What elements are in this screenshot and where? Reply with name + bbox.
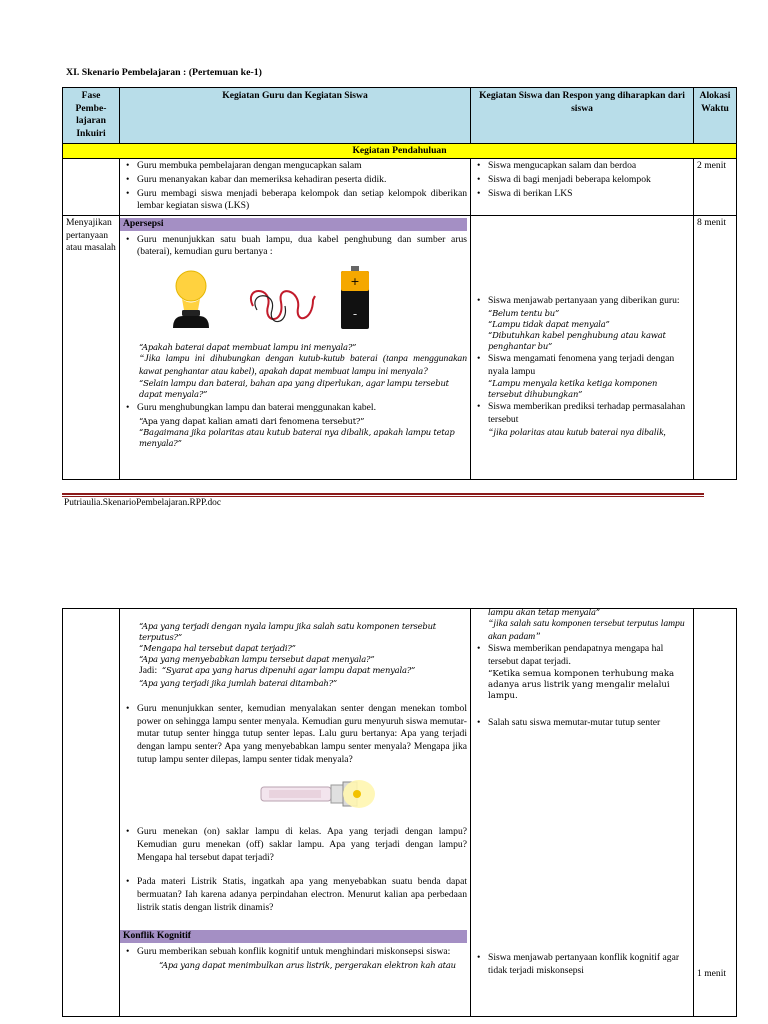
header-fase: Fase Pembe-lajaran Inkuiri [63, 88, 120, 144]
guru-cell [120, 609, 471, 1017]
pendahuluan-row [63, 143, 737, 159]
flashlight-icon [259, 777, 379, 811]
question-text: “Apa yang menyebabkan lampu tersebut dapat menyala?” [139, 654, 375, 665]
answer-text: “jika polaritas atau kutub baterai nya dibalik, [488, 426, 666, 438]
list-item: • Guru menghubungkan lampu dan baterai menggunakan kabel. [137, 402, 467, 415]
list-item: • Guru menanyakan kabar dan memeriksa kehadiran peserta didik. [137, 174, 467, 187]
question-text: “Jika lampu ini dihubungkan dengan kutub-kutub baterai (tanpa menggunakan kawat penghantar atau kabel), apakah dapat membuat lampu ini menyala? [139, 352, 467, 377]
cable-icon [251, 291, 315, 322]
question-text: “Apakah baterai dapat membuat lampu ini menyala?” [139, 341, 357, 352]
question-text: “Mengapa hal tersebut dapat terjadi?” [139, 643, 296, 654]
answer-text: “Ketika semua komponen terhubung maka adanya arus listrik yang mengalir melalui lampu. [488, 668, 675, 702]
konflik-kognitif-heading: Konflik Kognitif [120, 930, 467, 943]
pendahuluan-label: Kegiatan Pendahuluan [63, 143, 737, 159]
svg-text:+: + [350, 274, 360, 288]
question-text: “Selain lampu dan baterai, bahan apa yang diperlukan, agar lampu tersebut dapat menyala?” [139, 378, 449, 400]
components-illustration [123, 260, 467, 342]
question-text: “Apa yang dapat kalian amati dari fenomena tersebut?” [139, 416, 365, 427]
waktu-cell [694, 609, 737, 1017]
scenario-table-page2 [62, 608, 737, 1017]
list-item-text: Siswa menjawab pertanyaan yang diberikan guru: [488, 294, 680, 306]
list-item [488, 643, 690, 702]
answer-text: lampu akan tetap menyala” [488, 607, 600, 617]
fase-cell: Menyajikan pertanyaan atau masalah [63, 215, 120, 479]
question-text: “Apa yang terjadi dengan nyala lampu jika salah satu komponen tersebut terputus?” [139, 621, 436, 643]
list-item: • Guru menunjukkan satu buah lampu, dua kabel penghubung dan sumber arus (baterai), kemudian guru bertanya : [137, 234, 467, 259]
question-text [123, 665, 467, 678]
apersepsi-heading: Apersepsi [120, 218, 467, 231]
answer-text: “Lampu tidak dapat menyala” [488, 318, 610, 329]
guru-cell [120, 215, 471, 479]
siswa-cell [471, 159, 694, 216]
question-prefix: Jadi: [139, 665, 158, 677]
table-header-row [63, 88, 737, 144]
footer-rule [62, 493, 704, 495]
list-item-text: Siswa mengamati fenomena yang terjadi dengan nyala lampu [488, 352, 675, 377]
list-item: • Guru menunjukkan senter, kemudian menyalakan senter dengan menekan tombol power on sehingga lampu senter menyala. Kemudian guru menyuruh siswa memutar-mutar tutup senter hingga tutup senter lepas. Lalu guru bertanya: Apa yang terjadi dengan lampu senter? Apa yang menyebabkan lampu senter menyala? Mengapa jika tutup lampu senter dilepas, lampu senter tidak menyala? [137, 703, 467, 766]
list-item [488, 295, 690, 352]
question-text: “Syarat apa yang harus dipenuhi agar lampu dapat menyala?” [161, 665, 416, 676]
fase-cell [63, 609, 120, 1017]
table-row [63, 215, 737, 479]
waktu-value: 1 menit [697, 968, 727, 979]
waktu-cell: 8 menit [694, 215, 737, 479]
list-item: • Guru memberikan sebuah konflik kognitif untuk menghindari miskonsepsi siswa: [137, 946, 467, 959]
answer-text: “jika salah satu komponen tersebut terputus lampu akan padam” [488, 618, 685, 642]
list-item-text: Siswa memberikan pendapatnya mengapa hal tersebut dapat terjadi. [488, 643, 664, 668]
list-item [488, 401, 690, 439]
document-footer: Putriaulia.SkenarioPembelajaran.RPP.doc [64, 498, 222, 508]
list-item: • Salah satu siswa memutar-mutar tutup senter [488, 717, 690, 730]
waktu-cell: 2 menit [694, 159, 737, 216]
list-item: • Siswa menjawab pertanyaan konflik kognitif agar tidak terjadi miskonsepsi [488, 952, 690, 977]
svg-text:-: - [352, 306, 358, 321]
answer-text: “Dibutuhkan kabel penghubung atau kawat penghantar bu” [488, 329, 666, 351]
table-row [63, 159, 737, 216]
answer-text: “Belum tentu bu” [488, 307, 560, 318]
table-row [63, 609, 737, 1017]
battery-icon [341, 266, 369, 329]
list-item: • Siswa mengucapkan salam dan berdoa [488, 160, 690, 173]
light-bulb-icon [173, 271, 209, 328]
question-text: “Bagaimana jika polaritas atau kutub baterai nya dibalik, apakah lampu tetap menyala?” [139, 427, 455, 449]
list-item [488, 353, 690, 401]
lamp-cable-battery-illustration [173, 266, 373, 332]
list-item: • Siswa di berikan LKS [488, 188, 690, 201]
fase-cell [63, 159, 120, 216]
list-item: • Siswa di bagi menjadi beberapa kelompok [488, 174, 690, 187]
list-item: • Guru membuka pembelajaran dengan mengucapkan salam [137, 160, 467, 173]
scenario-table-page1 [62, 87, 737, 480]
question-text: “Apa yang dapat menimbulkan arus listrik, pergerakan elektron kah atau [159, 959, 456, 970]
flashlight-illustration [123, 767, 467, 819]
siswa-cell [471, 609, 694, 1017]
list-item: • Guru menekan (on) saklar lampu di kelas. Apa yang terjadi dengan lampu? Kemudian guru menekan (off) saklar lampu. Apa yang terjadi dengan lampu? Mengapa hal tersebut dapat terjadi? [137, 826, 467, 864]
header-siswa: Kegiatan Siswa dan Respon yang diharapkan dari siswa [471, 88, 694, 144]
answer-text: “Lampu menyala ketika ketiga komponen tersebut dihubungkan” [488, 378, 658, 400]
list-item-text: Siswa memberikan prediksi terhadap permasalahan tersebut [488, 401, 686, 426]
list-item: • Pada materi Listrik Statis, ingatkah apa yang menyebabkan suatu benda dapat bermuatan? Iah karena adanya perpindahan electron. Menurut kalian apa perbedaan listrik statis dengan listrik dinamis? [137, 876, 467, 914]
question-text: “Apa yang terjadi jika jumlah baterai ditambah?” [139, 678, 337, 689]
header-waktu: Alokasi Waktu [694, 88, 737, 144]
guru-cell [120, 159, 471, 216]
siswa-cell [471, 215, 694, 479]
list-item: • Guru membagi siswa menjadi beberapa kelompok dan setiap kelompok diberikan lembar kegiatan siswa (LKS) [137, 188, 467, 213]
header-guru: Kegiatan Guru dan Kegiatan Siswa [120, 88, 471, 144]
section-title: XI. Skenario Pembelajaran : (Pertemuan ke-1) [66, 67, 262, 78]
